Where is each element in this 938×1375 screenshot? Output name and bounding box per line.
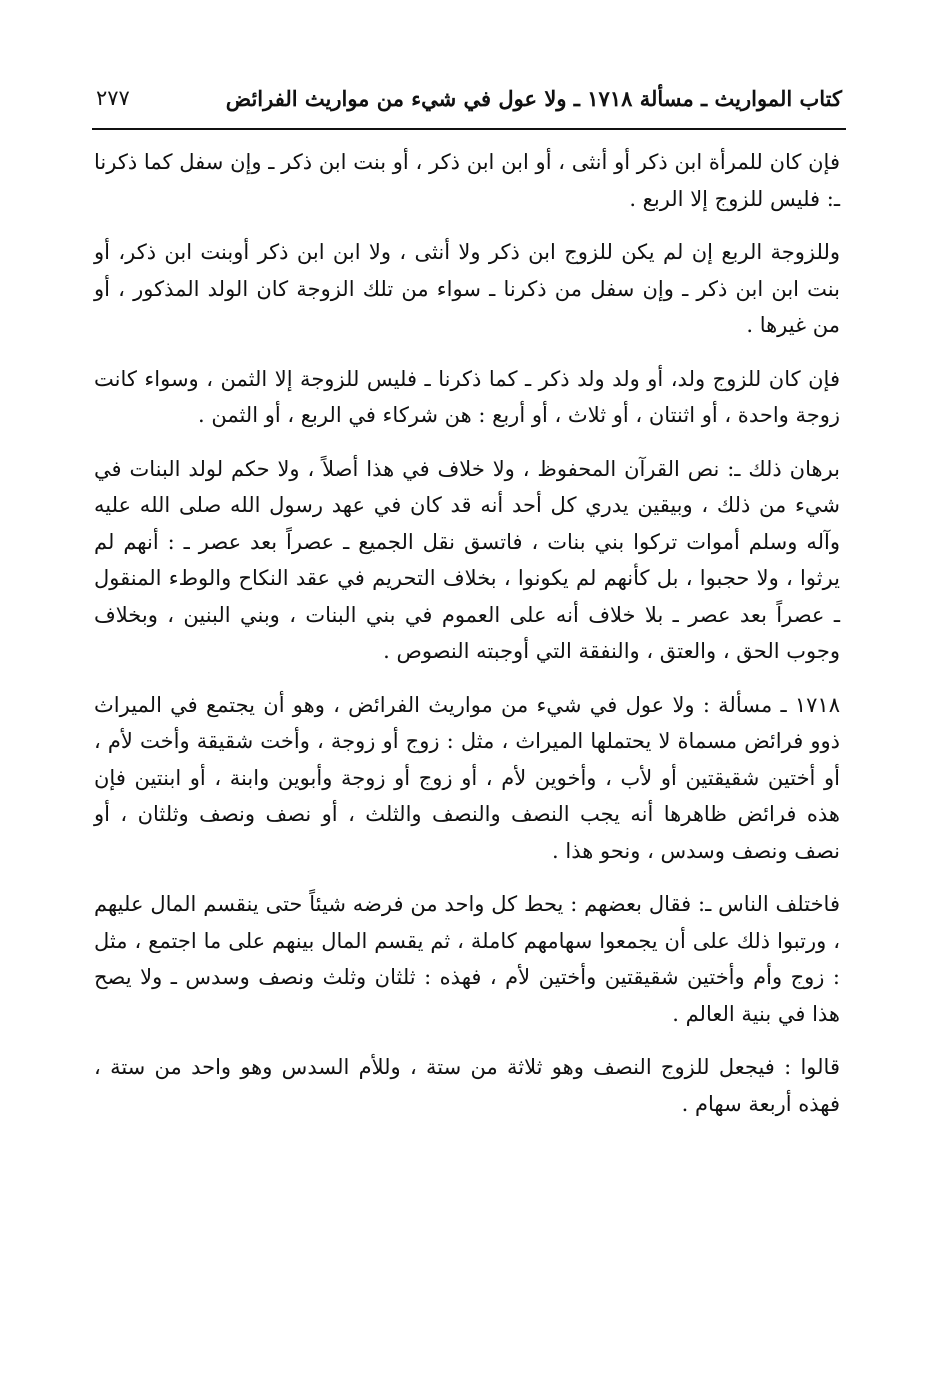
page-number: ٢٧٧: [96, 86, 130, 110]
paragraph: [94, 234, 840, 344]
paragraph-text: فإن كان للزوج ولد، أو ولد ولد ذكر ـ كما ذكرنا ـ فليس للزوجة إلا الثمن ، وسواء كانت زوجة واحدة ، أو اثنتان ، أو ثلاث ، أو أربع : هن شركاء في الربع ، أو الثمن .: [94, 366, 840, 427]
paragraph: [94, 1049, 840, 1122]
paragraph-text: فإن كان للمرأة ابن ذكر أو أنثى ، أو ابن ابن ذكر ، أو بنت ابن ذكر ـ وإن سفل كما ذكرنا ـ: فليس للزوج إلا الربع .: [94, 150, 840, 211]
paragraph-text: فاختلف الناس ـ: فقال بعضهم : يحط كل واحد من فرضه شيئاً حتى ينقسم المال عليهم ، ورتبوا ذلك على أن يجمعوا سهامهم كاملة ، ثم يقسم المال بينهم على ما اجتمع ، مثل : زوج وأم وأختين شقيقتين وأختين لأم ، فهذه : ثلثان وثلث ونصف وسدس ـ ولا يصح هذا في بنية العالم .: [94, 892, 841, 1026]
paragraph-text: قالوا : فيجعل للزوج النصف وهو ثلاثة من ستة ، وللأم السدس وهو واحد من ستة ، فهذه أربعة سهام .: [94, 1055, 840, 1116]
header-divider: [92, 128, 846, 130]
paragraph: [94, 144, 840, 217]
paragraph: [94, 361, 840, 434]
body-text: [94, 144, 840, 1139]
running-title: كتاب المواريث ـ مسألة ١٧١٨ ـ ولا عول في شيء من مواريث الفرائض: [225, 85, 842, 111]
page-header: [96, 80, 842, 116]
paragraph-text: ١٧١٨ ـ مسألة : ولا عول في شيء من مواريث الفرائض ، وهو أن يجتمع في الميراث ذوو فرائض مسماة لا يحتملها الميراث ، مثل : زوج أو زوجة ، وأخت شقيقة وأخت لأم ، أو أختين شقيقتين أو لأب ، وأخوين لأم ، أو زوج أو زوجة وأبوين وابنة ، أو ابنتين فإن هذه فرائض ظاهرها أنه يجب النصف والنصف والثلث ، أو نصف ونصف وثلثان ، أو نصف ونصف وسدس ، ونحو هذا .: [94, 692, 840, 863]
paragraph-text: وللزوجة الربع إن لم يكن للزوج ابن ذكر ولا أنثى ، ولا ابن ابن ذكر أوبنت ابن ذكر، أو بنت ابن ابن ذكر ـ وإن سفل من ذكرنا ـ سواء من تلك الزوجة كان الولد المذكور ، أو من غيرها .: [94, 240, 840, 337]
paragraph: [94, 687, 840, 870]
paragraph: [94, 886, 840, 1032]
paragraph: [94, 451, 840, 670]
paragraph-text: برهان ذلك ـ: نص القرآن المحفوظ ، ولا خلاف في هذا أصلاً ، ولا حكم لولد البنات في شيء من ذلك ، وبيقين يدري كل أحد أنه قد كان في عهد رسول الله صلى الله عليه وآله وسلم أموات تركوا بني بنات ، فاتسق نقل الجميع ـ عصراً بعد عصر ـ : أنهم لم يرثوا ، ولا حجبوا ، بل كأنهم لم يكونوا ، بخلاف التحريم في عقد النكاح والوطء المنقول ـ عصراً بعد عصر ـ بلا خلاف أنه على العموم في بني البنات ، وبني البنين ، وبخلاف وجوب الحق ، والعتق ، والنفقة التي أوجبته النصوص .: [94, 456, 840, 663]
